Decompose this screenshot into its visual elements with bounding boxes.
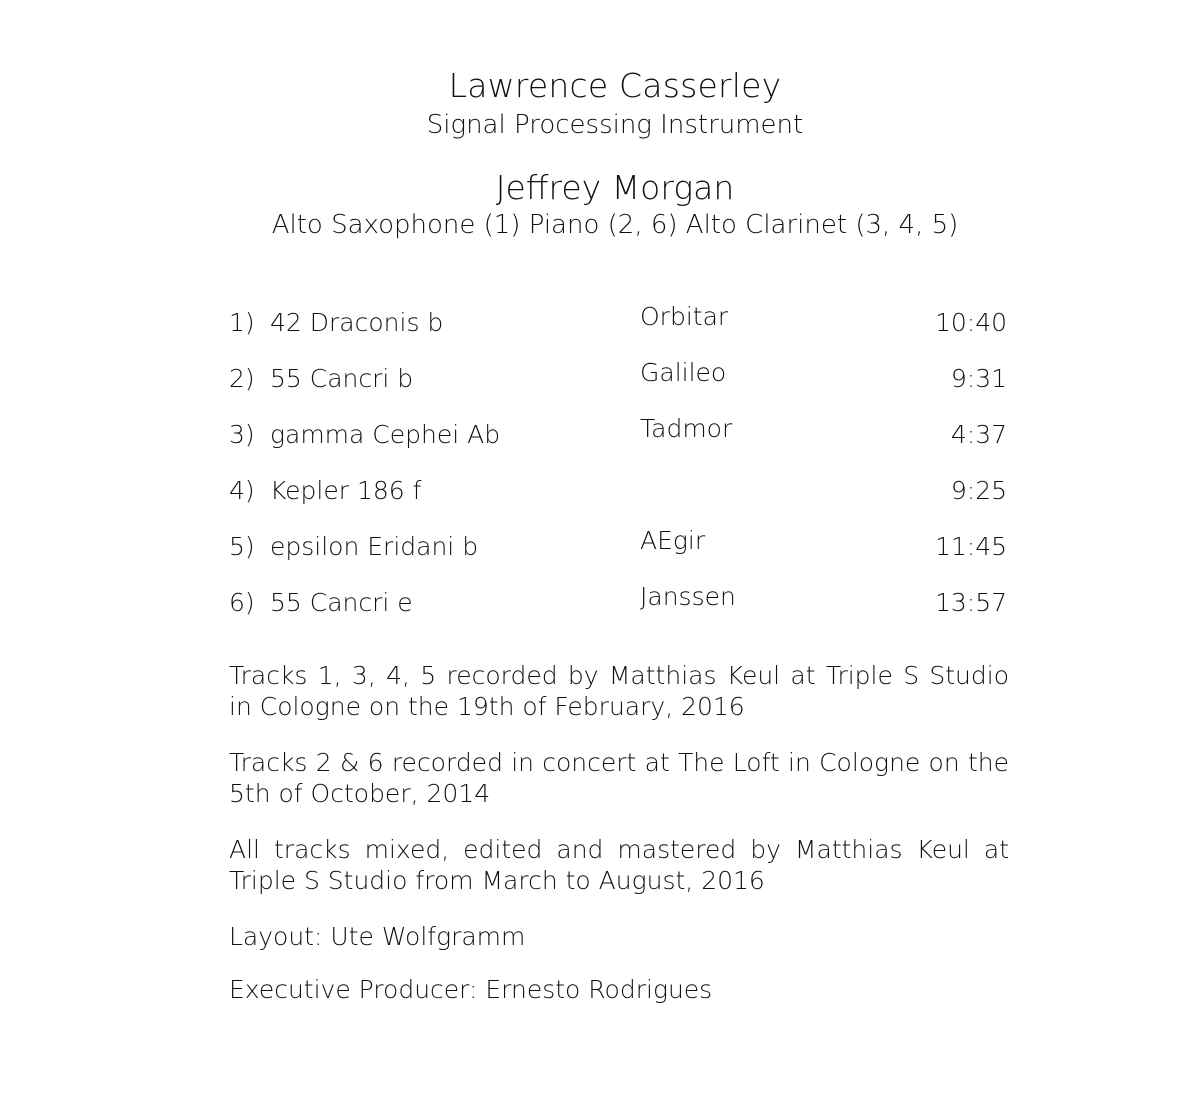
track-list	[229, 302, 1007, 644]
mixing-note: All tracks mixed, edited and mastered by Matthias Keul at Triple S Studio from March to August, 2016	[229, 835, 1009, 895]
track-title: 55 Cancri b	[270, 364, 414, 393]
track-title: 42 Draconis b	[270, 308, 444, 337]
track-number: 4)	[229, 476, 255, 505]
track-title: 55 Cancri e	[270, 588, 413, 617]
executive-producer-credit: Executive Producer: Ernesto Rodrigues	[229, 975, 713, 1004]
track-duration: 4:37	[950, 420, 1007, 449]
track-alias: AEgir	[640, 526, 706, 555]
track-duration: 9:31	[950, 364, 1007, 393]
track-number: 2)	[229, 364, 255, 393]
track-number: 1)	[229, 308, 255, 337]
artist-name-morgan: Jeffrey Morgan	[495, 168, 735, 207]
track-number: 3)	[229, 420, 255, 449]
track-alias: Tadmor	[640, 414, 733, 443]
artist-role-morgan: Alto Saxophone (1) Piano (2, 6) Alto Clarinet (3, 4, 5)	[271, 210, 959, 240]
recording-note-studio: Tracks 1, 3, 4, 5 recorded by Matthias Keul at Triple S Studio in Cologne on the 19th of February, 2016	[229, 661, 1009, 721]
track-row	[229, 414, 1007, 476]
track-title: gamma Cephei Ab	[270, 420, 501, 449]
recording-note-concert: Tracks 2 & 6 recorded in concert at The Loft in Cologne on the 5th of October, 2014	[229, 748, 1009, 808]
track-alias: Janssen	[640, 582, 736, 611]
layout-credit: Layout: Ute Wolfgramm	[229, 922, 526, 951]
track-duration: 10:40	[934, 308, 1007, 337]
track-row	[229, 582, 1007, 644]
track-number: 6)	[229, 588, 255, 617]
track-duration: 11:45	[934, 532, 1007, 561]
track-duration: 9:25	[950, 476, 1007, 505]
recording-notes	[229, 660, 1009, 921]
track-number: 5)	[229, 532, 255, 561]
artist-name-casserley: Lawrence Casserley	[448, 66, 782, 105]
track-title: Kepler 186 f	[270, 476, 422, 505]
track-row	[229, 476, 1007, 532]
artist-role-casserley: Signal Processing Instrument	[426, 110, 804, 140]
track-row	[229, 302, 1007, 364]
track-title: epsilon Eridani b	[270, 532, 479, 561]
track-duration: 13:57	[934, 588, 1007, 617]
track-alias: Orbitar	[640, 302, 729, 331]
track-row	[229, 526, 1007, 588]
track-row	[229, 358, 1007, 420]
track-alias: Galileo	[640, 358, 727, 387]
